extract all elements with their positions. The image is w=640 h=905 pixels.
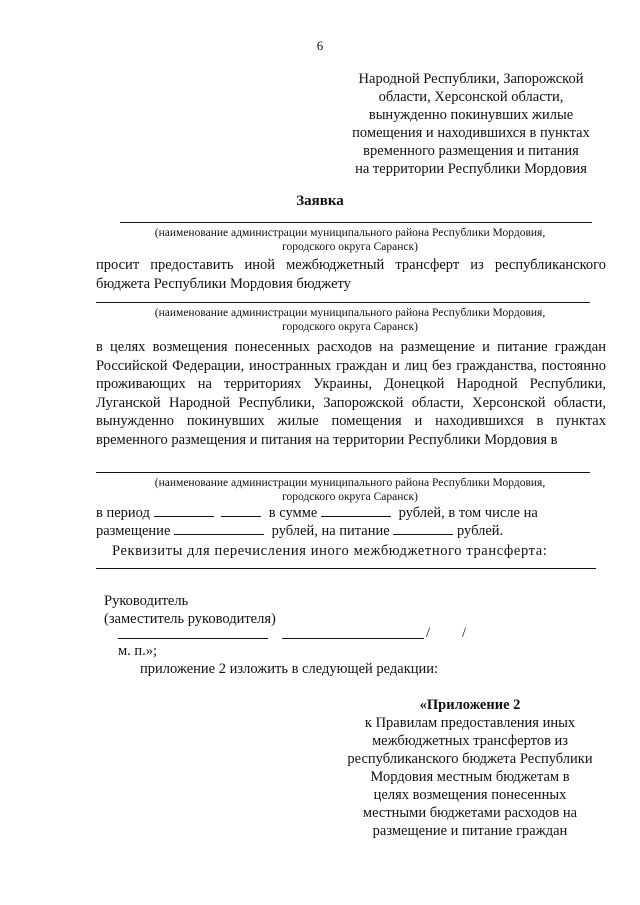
period-from-blank[interactable] xyxy=(154,504,214,517)
header-block xyxy=(326,70,616,178)
amount-blank[interactable] xyxy=(321,504,391,517)
field-caption: (наименование администрации муниципального района Республики Мордовия, городского округа Саранск) xyxy=(154,227,546,253)
document-title: Заявка xyxy=(296,193,344,209)
header-line: вынужденно покинувших жилые xyxy=(368,107,574,123)
period-to-blank[interactable] xyxy=(221,504,261,517)
signature-line xyxy=(282,638,424,639)
request-paragraph: просит предоставить иной межбюджетный трансферт из республиканского бюджета Республики Мордовия бюджету xyxy=(96,257,606,292)
signature-head: Руководитель xyxy=(104,593,189,609)
appendix-line: республиканского бюджета Республики xyxy=(347,751,593,767)
fill-line xyxy=(96,472,590,473)
signature-deputy: (заместитель руководителя) xyxy=(104,611,276,627)
page-number: 6 xyxy=(316,38,324,53)
header-line: Народной Республики, Запорожской xyxy=(358,71,584,87)
signature-line xyxy=(118,638,268,639)
appendix-line: к Правилам предоставления иных xyxy=(364,715,576,731)
requisites-row: Реквизиты для перечисления иного межбюджетного трансферта: xyxy=(112,543,548,559)
food-amount-blank[interactable] xyxy=(393,522,453,535)
field-caption: (наименование администрации муниципального района Республики Мордовия, городского округа Саранск) xyxy=(154,477,546,503)
placement-row: размещение рублей, на питание рублей. xyxy=(96,523,504,539)
purpose-paragraph: в целях возмещения понесенных расходов на размещение и питание граждан Российской Федерации, иностранных граждан и лиц без гражданства, постоянно проживающих на территориях Украины, Донецкой Народной Республики, Луганской Народной Республики, Запорожской области, Херсонской области, вынужденно покинувших жилые помещения и находившихся в пунктах временного размещения и питания на территории Республики Мордовия в xyxy=(96,339,606,448)
appendix-line: местными бюджетами расходов на xyxy=(362,805,578,821)
header-line: области, Херсонской области, xyxy=(378,89,564,105)
fill-line xyxy=(120,222,592,223)
appendix-line: размещение и питание граждан xyxy=(372,823,568,839)
fill-line xyxy=(96,568,596,569)
header-line: помещения и находившихся в пунктах xyxy=(352,125,590,141)
appendix-line: целях возмещения понесенных xyxy=(373,787,567,803)
fill-line xyxy=(96,302,590,303)
header-line: временного размещения и питания xyxy=(363,143,579,159)
placement-amount-blank[interactable] xyxy=(174,522,264,535)
field-caption: (наименование администрации муниципального района Республики Мордовия, городского округа Саранск) xyxy=(154,307,546,333)
signature-slash: / xyxy=(426,625,431,641)
header-line: на территории Республики Мордовия xyxy=(355,161,587,177)
appendix-line: Мордовия местным бюджетам в xyxy=(370,769,570,785)
period-row: в период в сумме рублей, в том числе на xyxy=(96,505,538,521)
appendix-block xyxy=(330,696,610,840)
stamp-note: м. п.»; xyxy=(118,643,158,659)
appendix-line: межбюджетных трансфертов из xyxy=(371,733,569,749)
amendment-text: приложение 2 изложить в следующей редакции: xyxy=(140,661,439,677)
signature-slash: / xyxy=(462,625,467,641)
appendix-title: «Приложение 2 xyxy=(419,697,521,713)
